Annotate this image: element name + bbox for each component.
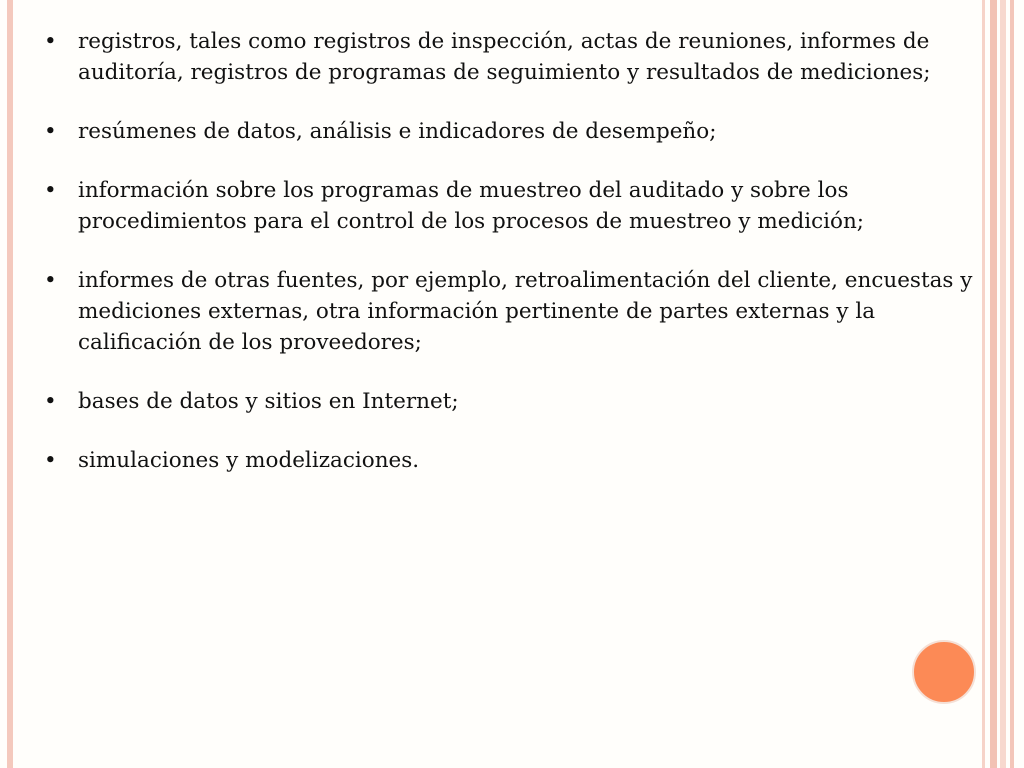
bullet-item-bases-de-datos: • bases de datos y sitios en Internet; bbox=[44, 386, 984, 417]
bullet-list bbox=[44, 26, 984, 504]
orange-circle-decoration bbox=[912, 640, 976, 704]
bullet-item-informacion: • información sobre los programas de muestreo del auditado y sobre los procedimientos para el control de los procesos de muestreo y medición; bbox=[44, 175, 984, 237]
right-decorative-stripe-wide bbox=[990, 0, 997, 768]
left-decorative-stripe bbox=[7, 0, 13, 768]
right-decorative-stripe-mid bbox=[1000, 0, 1006, 768]
bullet-item-informes: • informes de otras fuentes, por ejemplo, retroalimentación del cliente, encuestas y mediciones externas, otra información pertinente de partes externas y la calificación de los proveedores; bbox=[44, 265, 984, 358]
bullet-item-resumenes: • resúmenes de datos, análisis e indicadores de desempeño; bbox=[44, 116, 984, 147]
right-decorative-stripe-edge bbox=[1010, 0, 1014, 768]
bullet-item-registros: • registros, tales como registros de inspección, actas de reuniones, informes de auditoría, registros de programas de seguimiento y resultados de mediciones; bbox=[44, 26, 984, 88]
bullet-item-simulaciones: • simulaciones y modelizaciones. bbox=[44, 445, 984, 476]
